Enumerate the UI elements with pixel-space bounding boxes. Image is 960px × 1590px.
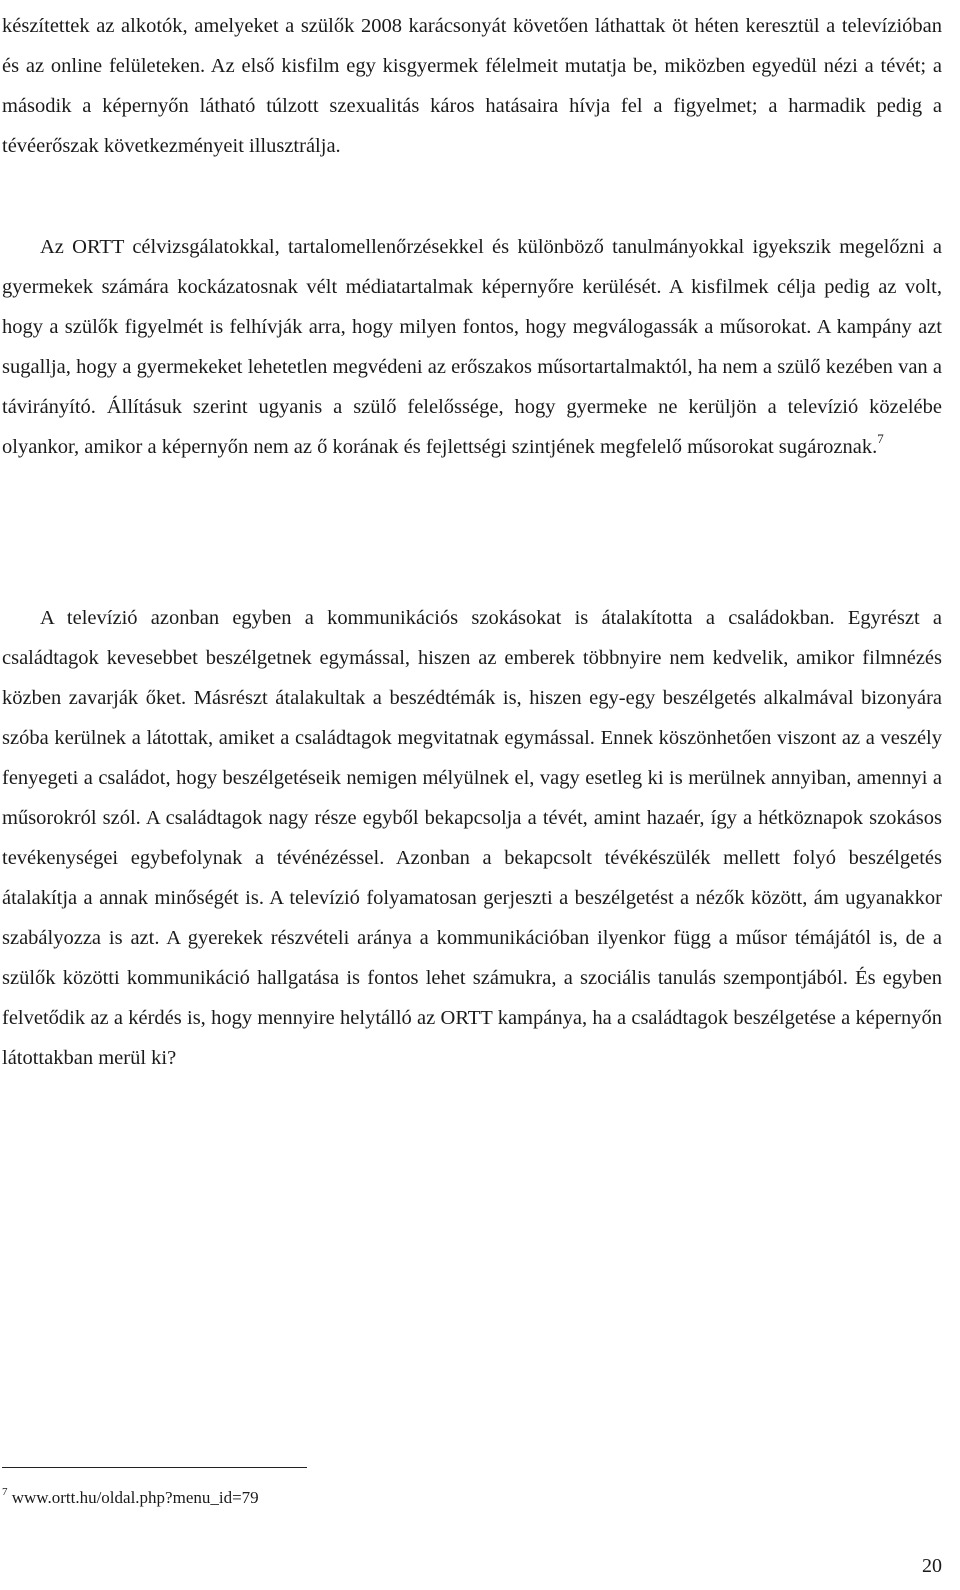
paragraph-1 xyxy=(2,6,942,166)
footnote-number: 7 xyxy=(2,1486,8,1498)
paragraph-2 xyxy=(2,227,942,467)
paragraph-3 xyxy=(2,598,942,1078)
footnote-text: www.ortt.hu/oldal.php?menu_id=79 xyxy=(11,1488,259,1507)
paragraph-1-text: készítettek az alkotók, amelyeket a szülők 2008 karácsonyát követően láthattak öt héten keresztül a televízióban és az online felületeken. Az első kisfilm egy kisgyermek félelmeit mutatja be, miközben egyedül nézi a tévét; a második a képernyőn látható túlzott szexualitás káros hatásaira hívja fel a figyelmet; a harmadik pedig a tévéerőszak következményeit illusztrálja. xyxy=(2,15,942,157)
paragraph-3-text: A televízió azonban egyben a kommunikációs szokásokat is átalakította a családokban. Egyrészt a családtagok kevesebbet beszélgetnek egymással, hiszen az emberek többnyire nem kedvelik, amikor filmnézés közben zavarják őket. Másrészt átalakultak a beszédtémák is, hiszen egy-egy beszélgetés alkalmával bizonyára szóba kerülnek a látottak, amiket a családtagok megvitatnak egymással. Ennek köszönhetően viszont az a veszély fenyegeti a családot, hogy beszélgetéseik nemigen mélyülnek el, vagy esetleg ki is merülnek annyiban, amennyi a műsorokról szól. A családtagok nagy része egyből bekapcsolja a tévét, amint hazaér, így a hétköznapok szokásos tevékenységei egybefolynak a tévénézéssel. Azonban a bekapcsolt tévékészülék mellett folyó beszélgetés átalakítja a annak minőségét is. A televízió folyamatosan gerjeszti a beszélgetést a nézők között, ám ugyanakkor szabályozza is azt. A gyerekek részvételi aránya a kommunikációban ilyenkor függ a műsor témájától is, de a szülők közötti kommunikáció hallgatása is fontos lehet számukra, a szociális tanulás szempontjából. És egyben felvetődik az a kérdés is, hogy mennyire helytálló az ORTT kampánya, ha a családtagok beszélgetése a képernyőn látottakban merül ki? xyxy=(2,607,942,1069)
footnote-reference: 7 xyxy=(877,431,884,446)
footnote-separator xyxy=(2,1467,307,1468)
page-number: 20 xyxy=(922,1555,942,1577)
paragraph-2-text: Az ORTT célvizsgálatokkal, tartalomellenőrzésekkel és különböző tanulmányokkal igyekszik megelőzni a gyermekek számára kockázatosnak vélt médiatartalmak képernyőre kerülését. A kisfilmek célja pedig az volt, hogy a szülők figyelmét is felhívják arra, hogy milyen fontos, hogy megválogassák a műsorokat. A kampány azt sugallja, hogy a gyermekeket lehetetlen megvédeni az erőszakos műsortartalmaktól, ha nem a szülő kezében van a távirányító. Állításuk szerint ugyanis a szülő felelőssége, hogy gyermeke ne kerüljön a televízió közelébe olyankor, amikor a képernyőn nem az ő korának és fejlettségi szintjének megfelelő műsorokat sugároznak. xyxy=(2,236,942,458)
footnote xyxy=(2,1486,259,1510)
